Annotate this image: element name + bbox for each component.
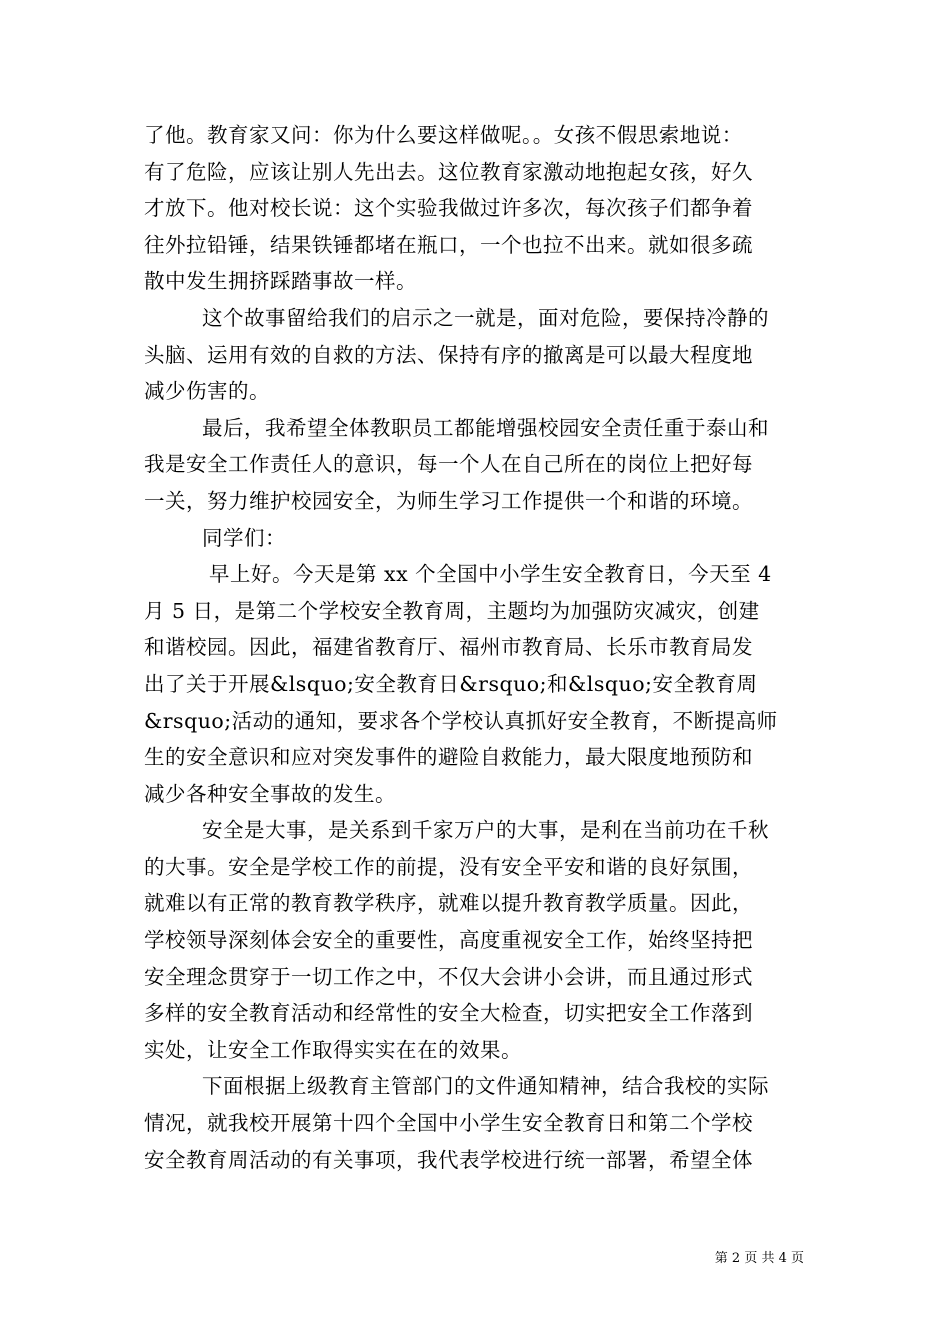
text-line: 最后，我希望全体教职员工都能增强校园安全责任重于泰山和 bbox=[202, 415, 769, 440]
text-line: 有了危险，应该让别人先出去。这位教育家激动地抱起女孩，好久 bbox=[144, 159, 753, 184]
text-line: 情况，就我校开展第十四个全国中小学生安全教育日和第二个学校 bbox=[144, 1111, 753, 1136]
text-line: 和谐校园。因此，福建省教育厅、福州市教育局、长乐市教育局发 bbox=[144, 635, 753, 660]
text-line: 我是安全工作责任人的意识，每一个人在自己所在的岗位上把好每 bbox=[144, 452, 753, 477]
text-line: 学校领导深刻体会安全的重要性，高度重视安全工作，始终坚持把 bbox=[144, 928, 753, 953]
text-line: 才放下。他对校长说：这个实验我做过许多次，每次孩子们都争着 bbox=[144, 196, 753, 221]
text-line: 早上好。今天是第 xx 个全国中小学生安全教育日，今天至 4 bbox=[202, 562, 772, 587]
document-body bbox=[144, 117, 804, 1178]
page-number: 第 2 页 共 4 页 bbox=[714, 1251, 804, 1266]
text-line: 了他。教育家又问：你为什么要这样做呢。。女孩不假思索地说： bbox=[144, 123, 743, 147]
text-line: 这个故事留给我们的启示之一就是，面对危险，要保持冷静的 bbox=[202, 305, 769, 330]
text-line: 就难以有正常的教育教学秩序，就难以提升教育教学质量。因此， bbox=[144, 891, 753, 916]
text-line: 散中发生拥挤踩踏事故一样。 bbox=[144, 269, 417, 294]
text-line: 安全教育周活动的有关事项，我代表学校进行统一部署，希望全体 bbox=[144, 1147, 753, 1172]
text-line: 实处，让安全工作取得实实在在的效果。 bbox=[144, 1037, 522, 1062]
text-line: 的大事。安全是学校工作的前提，没有安全平安和谐的良好氛围， bbox=[144, 854, 753, 879]
text-line: 一关，努力维护校园安全，为师生学习工作提供一个和谐的环境。 bbox=[144, 488, 753, 513]
text-line: 安全是大事，是关系到千家万户的大事，是利在当前功在千秋 bbox=[202, 818, 769, 843]
text-line: 头脑、运用有效的自救的方法、保持有序的撤离是可以最大程度地 bbox=[144, 342, 753, 367]
text-line: &rsquo;活动的通知，要求各个学校认真抓好安全教育，不断提高师 bbox=[144, 708, 778, 733]
text-line: 多样的安全教育活动和经常性的安全大检查，切实把安全工作落到 bbox=[144, 1001, 753, 1026]
text-line: 减少伤害的。 bbox=[144, 379, 270, 404]
text-line: 月 5 日，是第二个学校安全教育周，主题均为加强防灾减灾，创建 bbox=[144, 598, 760, 623]
text-line: 往外拉铅锤，结果铁锤都堵在瓶口，一个也拉不出来。就如很多疏 bbox=[144, 232, 753, 257]
text-line: 同学们： bbox=[202, 525, 286, 550]
text-line: 出了关于开展&lsquo;安全教育日&rsquo;和&lsquo;安全教育周 bbox=[144, 671, 758, 696]
text-line: 生的安全意识和应对突发事件的避险自救能力，最大限度地预防和 bbox=[144, 745, 753, 770]
text-line: 安全理念贯穿于一切工作之中，不仅大会讲小会讲，而且通过形式 bbox=[144, 964, 753, 989]
text-line: 减少各种安全事故的发生。 bbox=[144, 781, 396, 806]
text-line: 下面根据上级教育主管部门的文件通知精神，结合我校的实际 bbox=[202, 1074, 769, 1099]
